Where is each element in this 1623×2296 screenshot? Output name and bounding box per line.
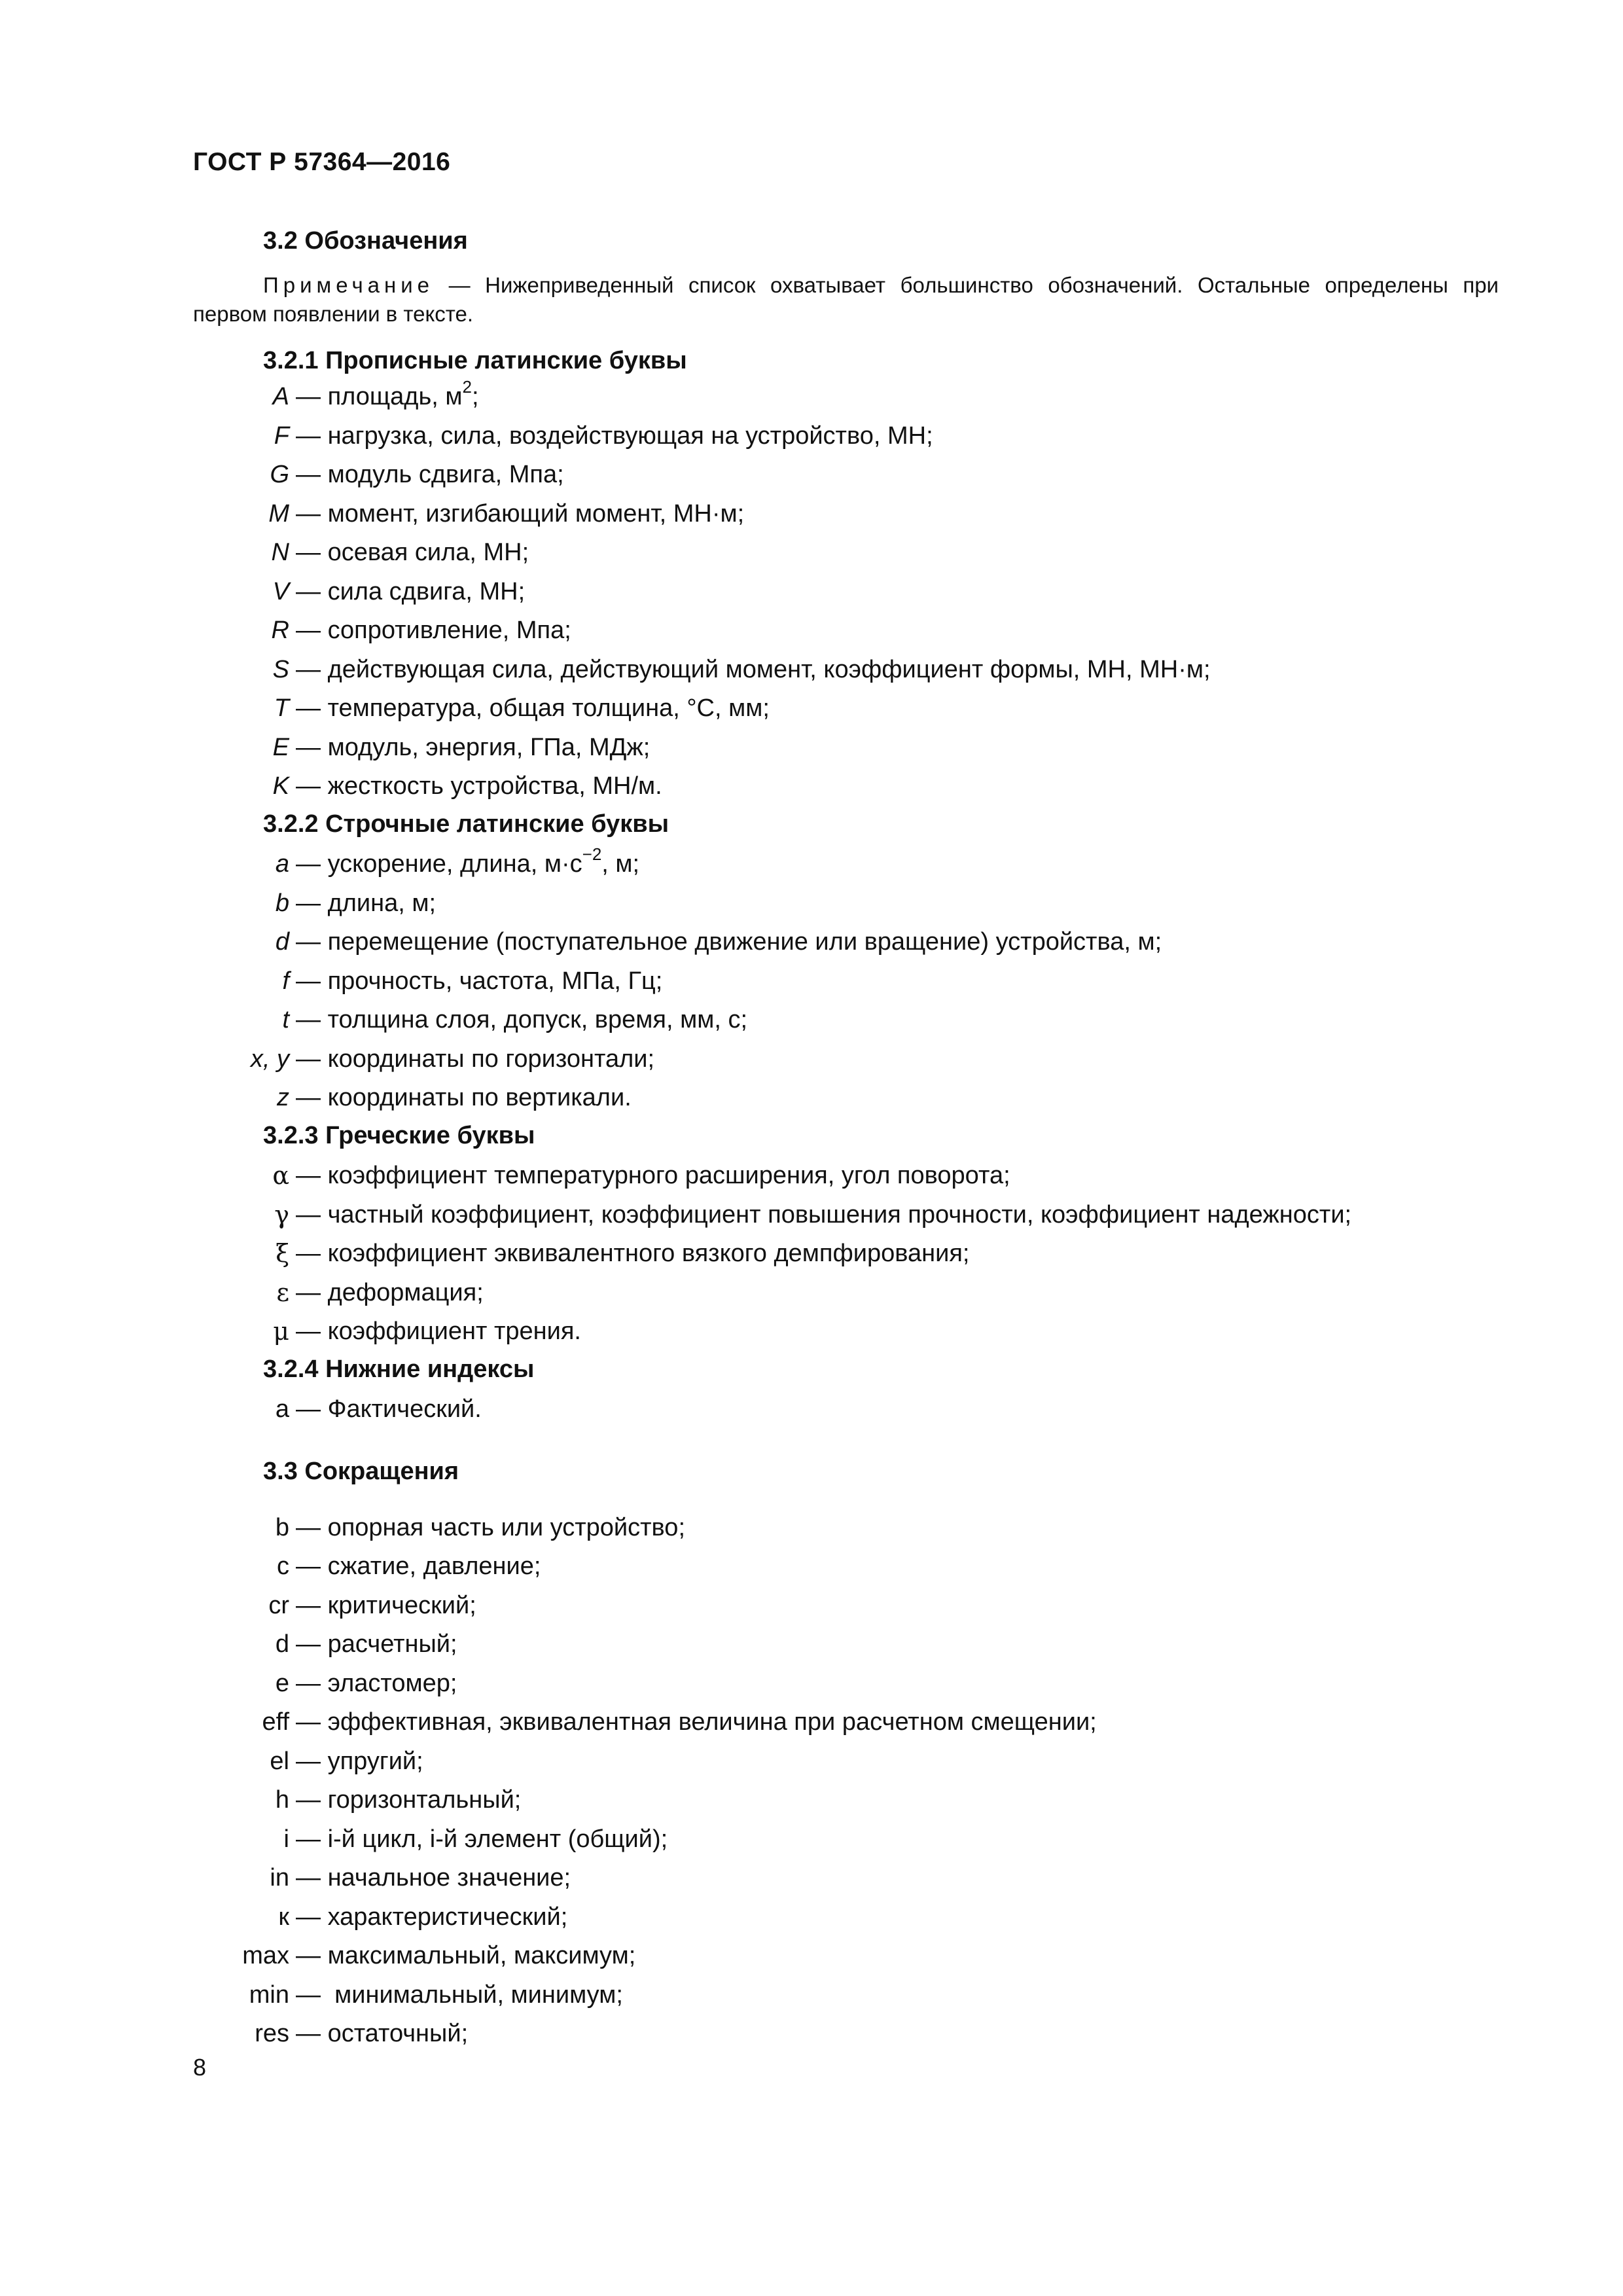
abbreviation: d	[275, 1630, 289, 1658]
page-number: 8	[193, 2054, 207, 2081]
symbol: T	[274, 694, 289, 722]
abbreviation-description: — характеристический;	[296, 1903, 568, 1931]
symbol: E	[272, 734, 289, 761]
abbreviation: min	[249, 1981, 289, 2009]
symbol: a	[275, 850, 289, 878]
abbreviation: max	[242, 1942, 289, 1969]
abbreviation-description: — i-й цикл, i-й элемент (общий);	[296, 1825, 668, 1853]
symbol: d	[275, 928, 289, 956]
abbreviation-description: — критический;	[296, 1592, 476, 1619]
symbol-description: — момент, изгибающий момент, МН·м;	[296, 500, 745, 528]
abbreviation-description: — минимальный, минимум;	[296, 1981, 623, 2009]
greek-symbol: μ	[273, 1317, 289, 1346]
greek-symbol: ξ	[276, 1239, 289, 1268]
symbol: f	[282, 967, 289, 995]
symbol-description: — длина, м;	[296, 889, 437, 917]
greek-symbol: ε	[276, 1278, 289, 1307]
symbol: t	[282, 1006, 289, 1033]
symbol: K	[272, 772, 289, 800]
document-header: ГОСТ Р 57364—2016	[193, 148, 451, 176]
section-3-3-title: 3.3 Сокращения	[263, 1458, 459, 1485]
abbreviation: h	[275, 1786, 289, 1814]
symbol: G	[270, 461, 289, 488]
section-3-2-3-title: 3.2.3 Греческие буквы	[263, 1122, 535, 1149]
symbol: S	[272, 656, 289, 683]
greek-symbol: γ	[274, 1200, 289, 1229]
superscript: −2	[582, 844, 602, 864]
note-paragraph	[193, 271, 1499, 329]
abbreviation-description: — остаточный;	[296, 2020, 469, 2047]
abbreviation-description: — горизонтальный;	[296, 1786, 522, 1814]
abbreviation: eff	[262, 1708, 289, 1736]
symbol: V	[272, 578, 289, 605]
symbol-description: — сопротивление, Мпа;	[296, 617, 571, 644]
abbreviation-description: — максимальный, максимум;	[296, 1942, 636, 1969]
abbreviation: cr	[268, 1592, 289, 1619]
abbreviation: c	[277, 1552, 289, 1580]
abbreviation: e	[275, 1670, 289, 1697]
symbol: x, y	[250, 1045, 289, 1073]
note-text: — Нижеприведенный список охватывает большинство обозначений. Остальные определены при первом появлении в тексте.	[193, 273, 1499, 326]
symbol-description: — ускорение, длина, $м\cdot с^{-2}$, м;	[296, 844, 640, 878]
symbol-description: — жесткость устройства, МН/м.	[296, 772, 662, 800]
section-3-2-title: 3.2 Обозначения	[263, 227, 468, 255]
abbreviation-description: — сжатие, давление;	[296, 1552, 541, 1580]
symbol: M	[268, 500, 289, 528]
symbol-description: — сила сдвига, МН;	[296, 578, 526, 605]
symbol: F	[274, 422, 289, 450]
abbreviation: in	[270, 1864, 289, 1892]
symbol-description: — действующая сила, действующий момент, коэффициент формы, МН, МН·м;	[296, 656, 1211, 683]
symbol: A	[272, 383, 289, 410]
symbol-description: — толщина слоя, допуск, время, мм, с;	[296, 1006, 747, 1033]
superscript: 2	[462, 377, 472, 397]
abbreviation: к	[278, 1903, 289, 1931]
symbol-description: — коэффициент трения.	[296, 1318, 581, 1345]
symbol-description: — частный коэффициент, коэффициент повышения прочности, коэффициент надежности;	[296, 1201, 1352, 1229]
symbol-description: — координаты по горизонтали;	[296, 1045, 655, 1073]
section-3-2-4-title: 3.2.4 Нижние индексы	[263, 1355, 535, 1383]
abbreviation: b	[275, 1514, 289, 1541]
abbreviation: res	[255, 2020, 289, 2047]
symbol: z	[277, 1084, 289, 1111]
abbreviation-description: — эффективная, эквивалентная величина при расчетном смещении;	[296, 1708, 1097, 1736]
abbreviation-description: — эластомер;	[296, 1670, 457, 1697]
section-3-2-2-title: 3.2.2 Строчные латинские буквы	[263, 810, 669, 838]
abbreviation: i	[283, 1825, 289, 1853]
symbol-description: — модуль сдвига, Мпа;	[296, 461, 564, 488]
symbol-description: — перемещение (поступательное движение или вращение) устройства, м;	[296, 928, 1162, 956]
symbol-description: — деформация;	[296, 1279, 484, 1306]
symbol-description: — модуль, энергия, ГПа, МДж;	[296, 734, 651, 761]
symbol-description: — площадь, $м^2$;	[296, 377, 479, 410]
note-label: Примечание	[263, 273, 435, 297]
symbol-description: — прочность, частота, МПа, Гц;	[296, 967, 663, 995]
symbol: b	[275, 889, 289, 917]
symbol: а	[275, 1395, 289, 1423]
abbreviation-description: — упругий;	[296, 1748, 423, 1775]
abbreviation-description: — начальное значение;	[296, 1864, 571, 1892]
symbol-description: — коэффициент температурного расширения, угол поворота;	[296, 1162, 1010, 1189]
symbol-description: — осевая сила, МН;	[296, 539, 529, 566]
abbreviation: el	[270, 1748, 289, 1775]
symbol-description: — температура, общая толщина, °С, мм;	[296, 694, 770, 722]
symbol-description: — коэффициент эквивалентного вязкого демпфирования;	[296, 1240, 970, 1267]
abbreviation-description: — опорная часть или устройство;	[296, 1514, 685, 1541]
symbol-description: — координаты по вертикали.	[296, 1084, 632, 1111]
abbreviation-description: — расчетный;	[296, 1630, 457, 1658]
symbol: N	[271, 539, 289, 566]
symbol: R	[271, 617, 289, 644]
greek-symbol: α	[272, 1161, 289, 1190]
section-3-2-1-title: 3.2.1 Прописные латинские буквы	[263, 347, 687, 374]
symbol-description: — Фактический.	[296, 1395, 482, 1423]
symbol-description: — нагрузка, сила, воздействующая на устройство, МН;	[296, 422, 933, 450]
